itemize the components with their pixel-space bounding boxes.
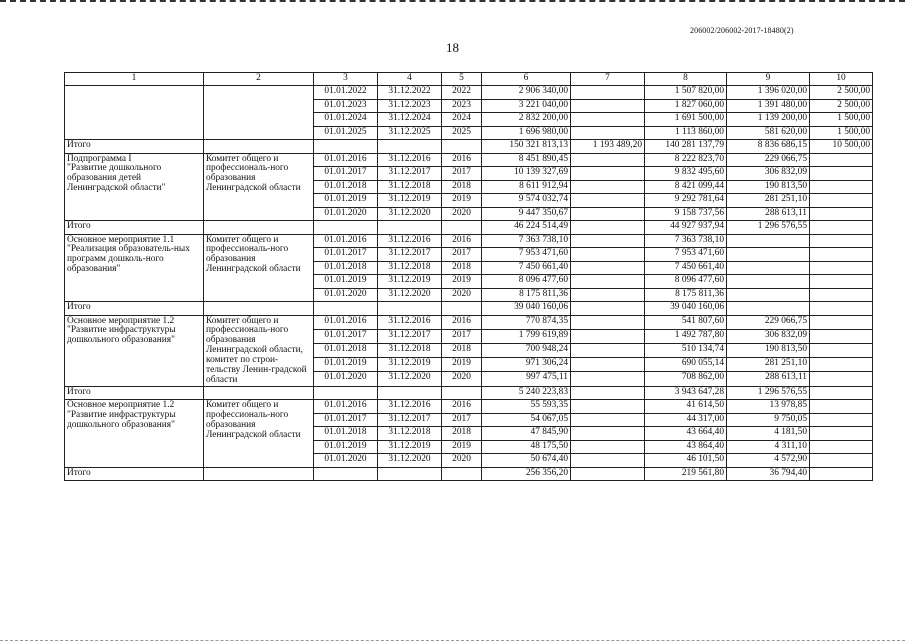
cell-col6: 47 845,90 [482, 427, 571, 441]
cell-col8: 708 862,00 [645, 372, 727, 386]
cell-col6: 7 363 738,10 [482, 234, 571, 248]
empty-cell [314, 302, 378, 316]
cell-col7 [571, 400, 645, 414]
total-c7 [571, 221, 645, 235]
empty-cell [378, 467, 442, 481]
empty-cell [204, 140, 314, 154]
total-label: Итого [65, 140, 204, 154]
cell-col7 [571, 440, 645, 454]
empty-cell [442, 221, 482, 235]
cell-col8: 1 827 060,00 [645, 99, 727, 113]
empty-cell [204, 467, 314, 481]
program-name: Подпрограмма I "Развитие дошкольного образования детей Ленинградской области" [65, 153, 204, 221]
cell-col3: 01.01.2017 [314, 329, 378, 343]
cell-col7 [571, 248, 645, 262]
cell-col10 [810, 315, 873, 329]
cell-col3: 01.01.2020 [314, 207, 378, 221]
cell-col4: 31.12.2016 [378, 153, 442, 167]
cell-col9 [727, 261, 810, 275]
cell-col5: 2020 [442, 207, 482, 221]
table-row [65, 153, 873, 167]
cell-col3: 01.01.2020 [314, 288, 378, 302]
cell-col6: 1 799 619,89 [482, 329, 571, 343]
column-header: 6 [482, 73, 571, 86]
total-c7 [571, 386, 645, 400]
cell-col3: 01.01.2017 [314, 248, 378, 262]
executor-name: Комитет общего и профессиональ-ного образования Ленинградской области [204, 153, 314, 221]
cell-col10 [810, 440, 873, 454]
cell-col8: 9 832 495,60 [645, 167, 727, 181]
name-cell [65, 86, 204, 140]
column-header: 10 [810, 73, 873, 86]
cell-col7 [571, 275, 645, 289]
cell-col5: 2017 [442, 329, 482, 343]
cell-col4: 31.12.2018 [378, 261, 442, 275]
cell-col6: 2 832 200,00 [482, 113, 571, 127]
cell-col7 [571, 153, 645, 167]
cell-col5: 2019 [442, 440, 482, 454]
cell-col10 [810, 207, 873, 221]
executor-name: Комитет общего и профессиональ-ного образования Ленинградской области [204, 400, 314, 468]
cell-col4: 31.12.2019 [378, 440, 442, 454]
cell-col4: 31.12.2020 [378, 288, 442, 302]
cell-col9: 1 139 200,00 [727, 113, 810, 127]
total-label: Итого [65, 386, 204, 400]
cell-col10 [810, 180, 873, 194]
column-header: 8 [645, 73, 727, 86]
cell-col8: 1 691 500,00 [645, 113, 727, 127]
cell-col4: 31.12.2018 [378, 343, 442, 357]
cell-col4: 31.12.2019 [378, 358, 442, 372]
cell-col5: 2019 [442, 358, 482, 372]
cell-col5: 2016 [442, 315, 482, 329]
cell-col8: 7 450 661,40 [645, 261, 727, 275]
cell-col9: 581 620,00 [727, 126, 810, 140]
cell-col9: 4 572,90 [727, 454, 810, 468]
cell-col8: 8 096 477,60 [645, 275, 727, 289]
document-number: 206002/206002-2017-18480(2) [690, 26, 794, 35]
cell-col7 [571, 99, 645, 113]
cell-col7 [571, 180, 645, 194]
cell-col9 [727, 248, 810, 262]
empty-cell [442, 302, 482, 316]
cell-col9: 1 396 020,00 [727, 86, 810, 100]
cell-col6: 1 696 980,00 [482, 126, 571, 140]
total-c8: 140 281 137,79 [645, 140, 727, 154]
cell-col3: 01.01.2018 [314, 427, 378, 441]
cell-col3: 01.01.2019 [314, 194, 378, 208]
cell-col5: 2019 [442, 275, 482, 289]
total-c8: 39 040 160,06 [645, 302, 727, 316]
empty-cell [204, 221, 314, 235]
cell-col3: 01.01.2018 [314, 261, 378, 275]
cell-col6: 8 175 811,36 [482, 288, 571, 302]
cell-col8: 46 101,50 [645, 454, 727, 468]
column-header: 7 [571, 73, 645, 86]
table-row [65, 315, 873, 329]
cell-col5: 2017 [442, 413, 482, 427]
cell-col7 [571, 427, 645, 441]
cell-col9: 306 832,09 [727, 167, 810, 181]
total-c9: 1 296 576,55 [727, 221, 810, 235]
cell-col7 [571, 288, 645, 302]
cell-col4: 31.12.2018 [378, 180, 442, 194]
cell-col8: 8 222 823,70 [645, 153, 727, 167]
cell-col10 [810, 261, 873, 275]
total-c9: 8 836 686,15 [727, 140, 810, 154]
table-row [65, 400, 873, 414]
cell-col4: 31.12.2019 [378, 194, 442, 208]
cell-col3: 01.01.2025 [314, 126, 378, 140]
total-c7 [571, 467, 645, 481]
cell-col10: 1 500,00 [810, 126, 873, 140]
cell-col7 [571, 315, 645, 329]
cell-col3: 01.01.2024 [314, 113, 378, 127]
total-c6: 39 040 160,06 [482, 302, 571, 316]
cell-col7 [571, 454, 645, 468]
cell-col3: 01.01.2019 [314, 440, 378, 454]
cell-col8: 41 614,50 [645, 400, 727, 414]
cell-col7 [571, 413, 645, 427]
cell-col8: 7 363 738,10 [645, 234, 727, 248]
cell-col8: 43 864,40 [645, 440, 727, 454]
cell-col6: 770 874,35 [482, 315, 571, 329]
cell-col10 [810, 413, 873, 427]
executor-cell [204, 86, 314, 140]
cell-col5: 2020 [442, 372, 482, 386]
cell-col9: 13 978,85 [727, 400, 810, 414]
cell-col9: 4 311,10 [727, 440, 810, 454]
total-c10 [810, 467, 873, 481]
empty-cell [378, 140, 442, 154]
cell-col6: 700 948,24 [482, 343, 571, 357]
cell-col9: 288 613,11 [727, 207, 810, 221]
cell-col10 [810, 329, 873, 343]
cell-col6: 50 674,40 [482, 454, 571, 468]
cell-col10 [810, 288, 873, 302]
cell-col7 [571, 234, 645, 248]
cell-col9: 1 391 480,00 [727, 99, 810, 113]
empty-cell [204, 302, 314, 316]
cell-col3: 01.01.2018 [314, 180, 378, 194]
empty-cell [314, 140, 378, 154]
cell-col6: 9 574 032,74 [482, 194, 571, 208]
total-label: Итого [65, 302, 204, 316]
cell-col4: 31.12.2020 [378, 207, 442, 221]
cell-col9: 229 066,75 [727, 153, 810, 167]
cell-col5: 2022 [442, 86, 482, 100]
cell-col9: 306 832,09 [727, 329, 810, 343]
total-label: Итого [65, 221, 204, 235]
cell-col3: 01.01.2016 [314, 153, 378, 167]
cell-col10 [810, 454, 873, 468]
column-header: 4 [378, 73, 442, 86]
cell-col4: 31.12.2018 [378, 427, 442, 441]
total-c7: 1 193 489,20 [571, 140, 645, 154]
cell-col4: 31.12.2024 [378, 113, 442, 127]
total-c10 [810, 221, 873, 235]
total-c6: 256 356,20 [482, 467, 571, 481]
total-c9: 1 296 576,55 [727, 386, 810, 400]
cell-col10 [810, 153, 873, 167]
cell-col10 [810, 248, 873, 262]
cell-col8: 8 175 811,36 [645, 288, 727, 302]
column-header: 5 [442, 73, 482, 86]
column-header: 3 [314, 73, 378, 86]
program-name: Основное мероприятие 1.2 "Развитие инфраструктуры дошкольного образования" [65, 315, 204, 386]
cell-col10: 1 500,00 [810, 113, 873, 127]
cell-col5: 2018 [442, 343, 482, 357]
cell-col4: 31.12.2020 [378, 454, 442, 468]
cell-col10 [810, 167, 873, 181]
total-label: Итого [65, 467, 204, 481]
cell-col8: 9 292 781,64 [645, 194, 727, 208]
cell-col7 [571, 358, 645, 372]
cell-col3: 01.01.2019 [314, 275, 378, 289]
cell-col9: 9 750,05 [727, 413, 810, 427]
cell-col6: 997 475,11 [482, 372, 571, 386]
cell-col10 [810, 400, 873, 414]
cell-col5: 2018 [442, 180, 482, 194]
cell-col7 [571, 207, 645, 221]
cell-col7 [571, 261, 645, 275]
program-name: Основное мероприятие 1.2 "Развитие инфраструктуры дошкольного образования" [65, 400, 204, 468]
empty-cell [378, 386, 442, 400]
cell-col7 [571, 113, 645, 127]
cell-col4: 31.12.2019 [378, 275, 442, 289]
cell-col9 [727, 275, 810, 289]
total-row [65, 386, 873, 400]
cell-col6: 2 906 340,00 [482, 86, 571, 100]
cell-col5: 2016 [442, 153, 482, 167]
empty-cell [314, 221, 378, 235]
cell-col9: 190 813,50 [727, 180, 810, 194]
cell-col4: 31.12.2017 [378, 329, 442, 343]
cell-col3: 01.01.2023 [314, 99, 378, 113]
cell-col10 [810, 427, 873, 441]
cell-col10: 2 500,00 [810, 86, 873, 100]
cell-col8: 1 113 860,00 [645, 126, 727, 140]
total-c9: 36 794,40 [727, 467, 810, 481]
cell-col3: 01.01.2018 [314, 343, 378, 357]
cell-col6: 48 175,50 [482, 440, 571, 454]
cell-col4: 31.12.2025 [378, 126, 442, 140]
cell-col7 [571, 343, 645, 357]
table-row [65, 86, 873, 100]
page-number: 18 [446, 40, 459, 55]
cell-col8: 541 807,60 [645, 315, 727, 329]
column-header: 9 [727, 73, 810, 86]
cell-col9: 281 251,10 [727, 358, 810, 372]
cell-col5: 2020 [442, 454, 482, 468]
cell-col3: 01.01.2019 [314, 358, 378, 372]
cell-col6: 7 450 661,40 [482, 261, 571, 275]
cell-col6: 8 096 477,60 [482, 275, 571, 289]
cell-col6: 971 306,24 [482, 358, 571, 372]
cell-col3: 01.01.2020 [314, 454, 378, 468]
cell-col4: 31.12.2017 [378, 167, 442, 181]
cell-col7 [571, 194, 645, 208]
cell-col5: 2018 [442, 261, 482, 275]
total-row [65, 302, 873, 316]
cell-col6: 55 593,35 [482, 400, 571, 414]
cell-col6: 10 139 327,69 [482, 167, 571, 181]
cell-col10 [810, 372, 873, 386]
total-c9 [727, 302, 810, 316]
table-row [65, 234, 873, 248]
cell-col8: 7 953 471,60 [645, 248, 727, 262]
cell-col4: 31.12.2017 [378, 413, 442, 427]
cell-col6: 3 221 040,00 [482, 99, 571, 113]
cell-col4: 31.12.2023 [378, 99, 442, 113]
cell-col8: 1 492 787,80 [645, 329, 727, 343]
empty-cell [442, 140, 482, 154]
column-header: 1 [65, 73, 204, 86]
cell-col5: 2025 [442, 126, 482, 140]
empty-cell [442, 386, 482, 400]
cell-col8: 1 507 820,00 [645, 86, 727, 100]
cell-col7 [571, 329, 645, 343]
empty-cell [378, 302, 442, 316]
total-c8: 44 927 937,94 [645, 221, 727, 235]
cell-col10 [810, 343, 873, 357]
cell-col4: 31.12.2016 [378, 234, 442, 248]
cell-col5: 2016 [442, 234, 482, 248]
cell-col3: 01.01.2022 [314, 86, 378, 100]
cell-col8: 9 158 737,56 [645, 207, 727, 221]
cell-col7 [571, 372, 645, 386]
cell-col4: 31.12.2016 [378, 400, 442, 414]
cell-col4: 31.12.2020 [378, 372, 442, 386]
cell-col8: 510 134,74 [645, 343, 727, 357]
cell-col5: 2016 [442, 400, 482, 414]
program-name: Основное мероприятие 1.1 "Реализация образователь-ных программ дошколь-ного образования" [65, 234, 204, 302]
cell-col7 [571, 86, 645, 100]
cell-col5: 2018 [442, 427, 482, 441]
empty-cell [378, 221, 442, 235]
cell-col9: 288 613,11 [727, 372, 810, 386]
empty-cell [314, 467, 378, 481]
executor-name: Комитет общего и профессиональ-ного образования Ленинградской области [204, 234, 314, 302]
cell-col3: 01.01.2017 [314, 167, 378, 181]
column-header: 2 [204, 73, 314, 86]
cell-col6: 7 953 471,60 [482, 248, 571, 262]
cell-col5: 2019 [442, 194, 482, 208]
executor-name: Комитет общего и профессиональ-ного образования Ленинградской области, комитет по строи-тельству Ленин-градской области [204, 315, 314, 386]
total-row [65, 140, 873, 154]
total-c10 [810, 302, 873, 316]
total-c8: 219 561,80 [645, 467, 727, 481]
table-header-row [65, 73, 873, 86]
cell-col10 [810, 194, 873, 208]
cell-col9: 4 181,50 [727, 427, 810, 441]
cell-col9 [727, 288, 810, 302]
cell-col5: 2024 [442, 113, 482, 127]
total-row [65, 467, 873, 481]
cell-col5: 2023 [442, 99, 482, 113]
cell-col4: 31.12.2016 [378, 315, 442, 329]
total-c6: 150 321 813,13 [482, 140, 571, 154]
cell-col3: 01.01.2016 [314, 400, 378, 414]
cell-col10 [810, 275, 873, 289]
cell-col4: 31.12.2022 [378, 86, 442, 100]
cell-col8: 8 421 099,44 [645, 180, 727, 194]
cell-col3: 01.01.2017 [314, 413, 378, 427]
cell-col10 [810, 358, 873, 372]
cell-col10 [810, 234, 873, 248]
total-c10: 10 500,00 [810, 140, 873, 154]
cell-col9: 229 066,75 [727, 315, 810, 329]
cell-col6: 54 067,05 [482, 413, 571, 427]
cell-col3: 01.01.2020 [314, 372, 378, 386]
cell-col10: 2 500,00 [810, 99, 873, 113]
cell-col6: 8 611 912,94 [482, 180, 571, 194]
cell-col9: 281 251,10 [727, 194, 810, 208]
cell-col6: 8 451 890,45 [482, 153, 571, 167]
cell-col5: 2017 [442, 248, 482, 262]
cell-col9: 190 813,50 [727, 343, 810, 357]
empty-cell [204, 386, 314, 400]
total-c6: 46 224 514,49 [482, 221, 571, 235]
total-c6: 5 240 223,83 [482, 386, 571, 400]
empty-cell [442, 467, 482, 481]
cell-col9 [727, 234, 810, 248]
budget-table [64, 72, 873, 481]
cell-col3: 01.01.2016 [314, 315, 378, 329]
total-c10 [810, 386, 873, 400]
total-c7 [571, 302, 645, 316]
cell-col8: 690 055,14 [645, 358, 727, 372]
cell-col4: 31.12.2017 [378, 248, 442, 262]
empty-cell [314, 386, 378, 400]
cell-col6: 9 447 350,67 [482, 207, 571, 221]
cell-col8: 44 317,00 [645, 413, 727, 427]
cell-col8: 43 664,40 [645, 427, 727, 441]
cell-col7 [571, 167, 645, 181]
cell-col7 [571, 126, 645, 140]
scan-border-top [0, 0, 905, 4]
cell-col5: 2020 [442, 288, 482, 302]
total-c8: 3 943 647,28 [645, 386, 727, 400]
cell-col3: 01.01.2016 [314, 234, 378, 248]
total-row [65, 221, 873, 235]
cell-col5: 2017 [442, 167, 482, 181]
